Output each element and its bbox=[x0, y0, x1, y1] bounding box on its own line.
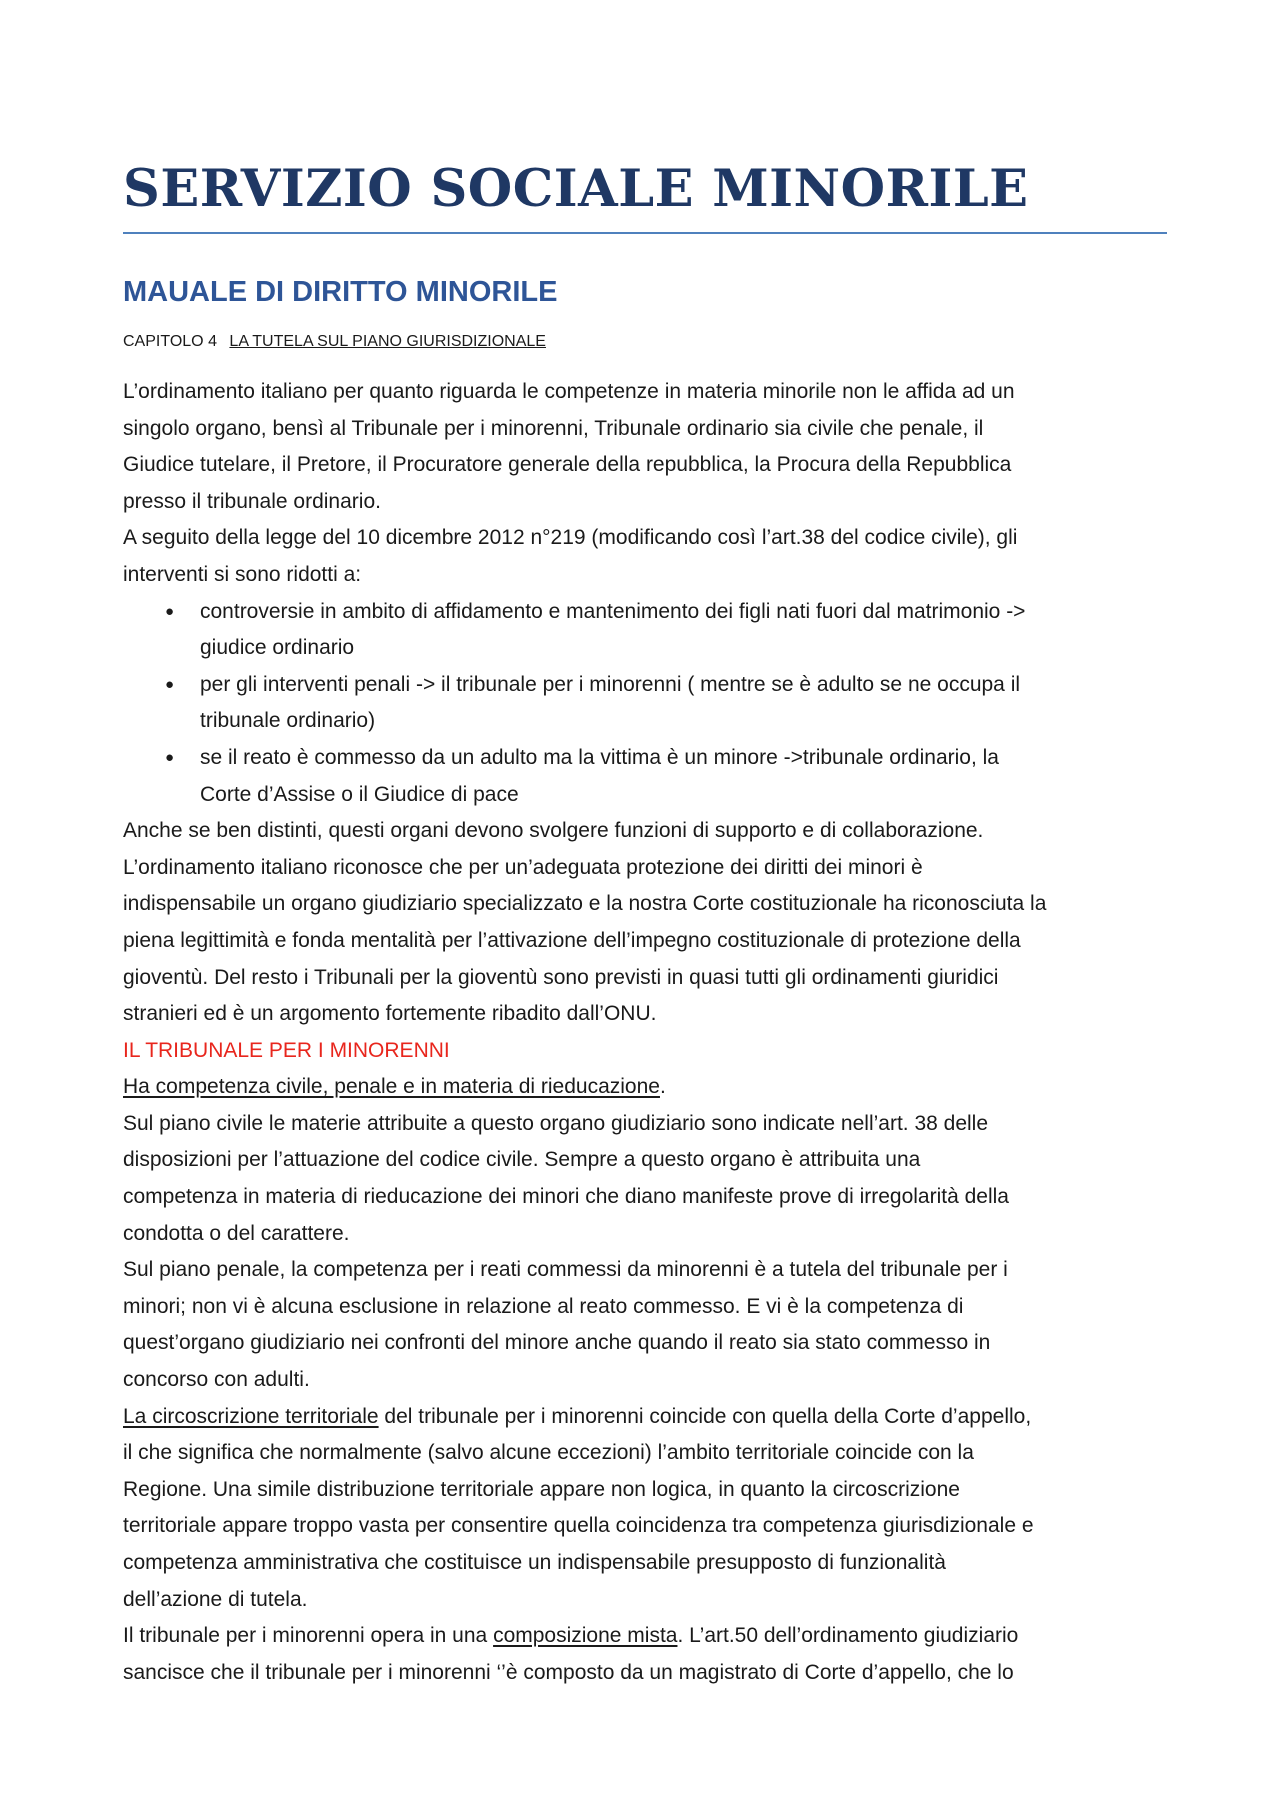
text-line: minori; non vi è alcuna esclusione in relazione al reato commesso. E vi è la competenza di bbox=[123, 1294, 964, 1318]
text-line: presso il tribunale ordinario. bbox=[123, 489, 381, 513]
text-line: L’ordinamento italiano per quanto riguarda le competenze in materia minorile non le affida ad un bbox=[123, 380, 1015, 403]
text-line: disposizioni per l’attuazione del codice civile. Sempre a questo organo è attribuita una bbox=[123, 1148, 921, 1172]
bullet-text: giudice ordinario bbox=[200, 636, 355, 660]
competence-end: . bbox=[659, 1075, 666, 1099]
bullet-list bbox=[123, 594, 1167, 814]
text-line: Anche se ben distinti, questi organi devono svolgere funzioni di supporto e di collaborazione. bbox=[123, 819, 984, 843]
bullet-item bbox=[123, 740, 1167, 813]
bullet-icon: ● bbox=[165, 675, 175, 693]
bullet-text: Corte d’Assise o il Giudice di pace bbox=[200, 782, 519, 806]
text-line: A seguito della legge del 10 dicembre 2012 n°219 (modificando così l’art.38 del codice civile), gli bbox=[123, 526, 1018, 550]
text-line: territoriale appare troppo vasta per consentire quella coincidenza tra competenza giurisdizionale e bbox=[123, 1514, 1034, 1538]
competence-line bbox=[123, 1069, 1167, 1106]
text-line: L’ordinamento italiano riconosce che per un’adeguata protezione dei diritti dei minori è bbox=[123, 855, 923, 879]
text-line: piena legittimità e fonda mentalità per l’attivazione dell’impegno costituzionale di protezione della bbox=[123, 928, 1021, 952]
text-line: competenza amministrativa che costituisce un indispensabile presupposto di funzionalità bbox=[123, 1551, 946, 1574]
text-line: concorso con adulti. bbox=[123, 1368, 310, 1392]
text-line: Regione. Una simile distribuzione territoriale appare non logica, in quanto la circoscrizione bbox=[123, 1477, 960, 1501]
section-heading: IL TRIBUNALE PER I MINORENNI bbox=[123, 1038, 450, 1062]
composizione-after: . L’art.50 dell’ordinamento giudiziario bbox=[677, 1624, 1019, 1648]
chapter-number: CAPITOLO 4 bbox=[123, 333, 217, 350]
chapter-title: LA TUTELA SUL PIANO GIURISDIZIONALE bbox=[229, 333, 546, 350]
bullet-text: per gli interventi penali -> il tribunale per i minorenni ( mentre se è adulto se ne occupa il bbox=[200, 672, 1021, 696]
text-line: Giudice tutelare, il Pretore, il Procuratore generale della repubblica, la Procura della Repubblica bbox=[123, 453, 1012, 477]
text-line: il che significa che normalmente (salvo alcune eccezioni) l’ambito territoriale coincide con la bbox=[123, 1441, 974, 1465]
chapter-heading bbox=[123, 332, 1167, 352]
text-line: dell’azione di tutela. bbox=[123, 1587, 308, 1611]
circoscrizione-rest: del tribunale per i minorenni coincide con quella della Corte d’appello, bbox=[378, 1404, 1032, 1428]
text-line: competenza in materia di rieducazione dei minori che diano manifeste prove di irregolarità della bbox=[123, 1185, 1009, 1209]
bullet-item bbox=[123, 667, 1167, 740]
circoscrizione-line bbox=[123, 1399, 1167, 1436]
composizione-underlined: composizione mista bbox=[493, 1624, 678, 1648]
document-title: SERVIZIO SOCIALE MINORILE bbox=[123, 158, 1167, 234]
text-line: quest’organo giudiziario nei confronti del minore anche quando il reato sia stato commesso in bbox=[123, 1331, 991, 1355]
text-line: Sul piano penale, la competenza per i reati commessi da minorenni è a tutela del tribunale per i bbox=[123, 1258, 1008, 1282]
bullet-text: controversie in ambito di affidamento e mantenimento dei figli nati fuori dal matrimonio -> bbox=[200, 599, 1026, 623]
text-line: indispensabile un organo giudiziario specializzato e la nostra Corte costituzionale ha riconosciuta la bbox=[123, 892, 1047, 916]
text-line: Sul piano civile le materie attribuite a questo organo giudiziario sono indicate nell’art. 38 delle bbox=[123, 1111, 989, 1135]
text-line: condotta o del carattere. bbox=[123, 1221, 350, 1245]
text-line: stranieri ed è un argomento fortemente ribadito dall’ONU. bbox=[123, 1002, 657, 1026]
bullet-text: se il reato è commesso da un adulto ma la vittima è un minore ->tribunale ordinario, la bbox=[200, 745, 999, 769]
document-subtitle: MAUALE DI DIRITTO MINORILE bbox=[123, 276, 558, 308]
bullet-icon: ● bbox=[165, 602, 175, 620]
composizione-before: Il tribunale per i minorenni opera in una bbox=[123, 1624, 494, 1648]
composizione-line bbox=[123, 1618, 1167, 1655]
circoscrizione-underlined: La circoscrizione territoriale bbox=[123, 1404, 379, 1428]
competence-underlined: Ha competenza civile, penale e in materia di rieducazione bbox=[123, 1075, 660, 1099]
bullet-text: tribunale ordinario) bbox=[200, 709, 376, 733]
text-line: gioventù. Del resto i Tribunali per la gioventù sono previsti in quasi tutti gli ordinamenti giuridici bbox=[123, 965, 999, 989]
document-body bbox=[123, 374, 1167, 1691]
text-line: sancisce che il tribunale per i minorenni ‘’è composto da un magistrato di Corte d’appello, che lo bbox=[123, 1660, 1014, 1684]
bullet-icon: ● bbox=[165, 748, 175, 766]
text-line: interventi si sono ridotti a: bbox=[123, 562, 362, 586]
text-line: singolo organo, bensì al Tribunale per i minorenni, Tribunale ordinario sia civile che penale, il bbox=[123, 416, 984, 440]
bullet-item bbox=[123, 594, 1167, 667]
